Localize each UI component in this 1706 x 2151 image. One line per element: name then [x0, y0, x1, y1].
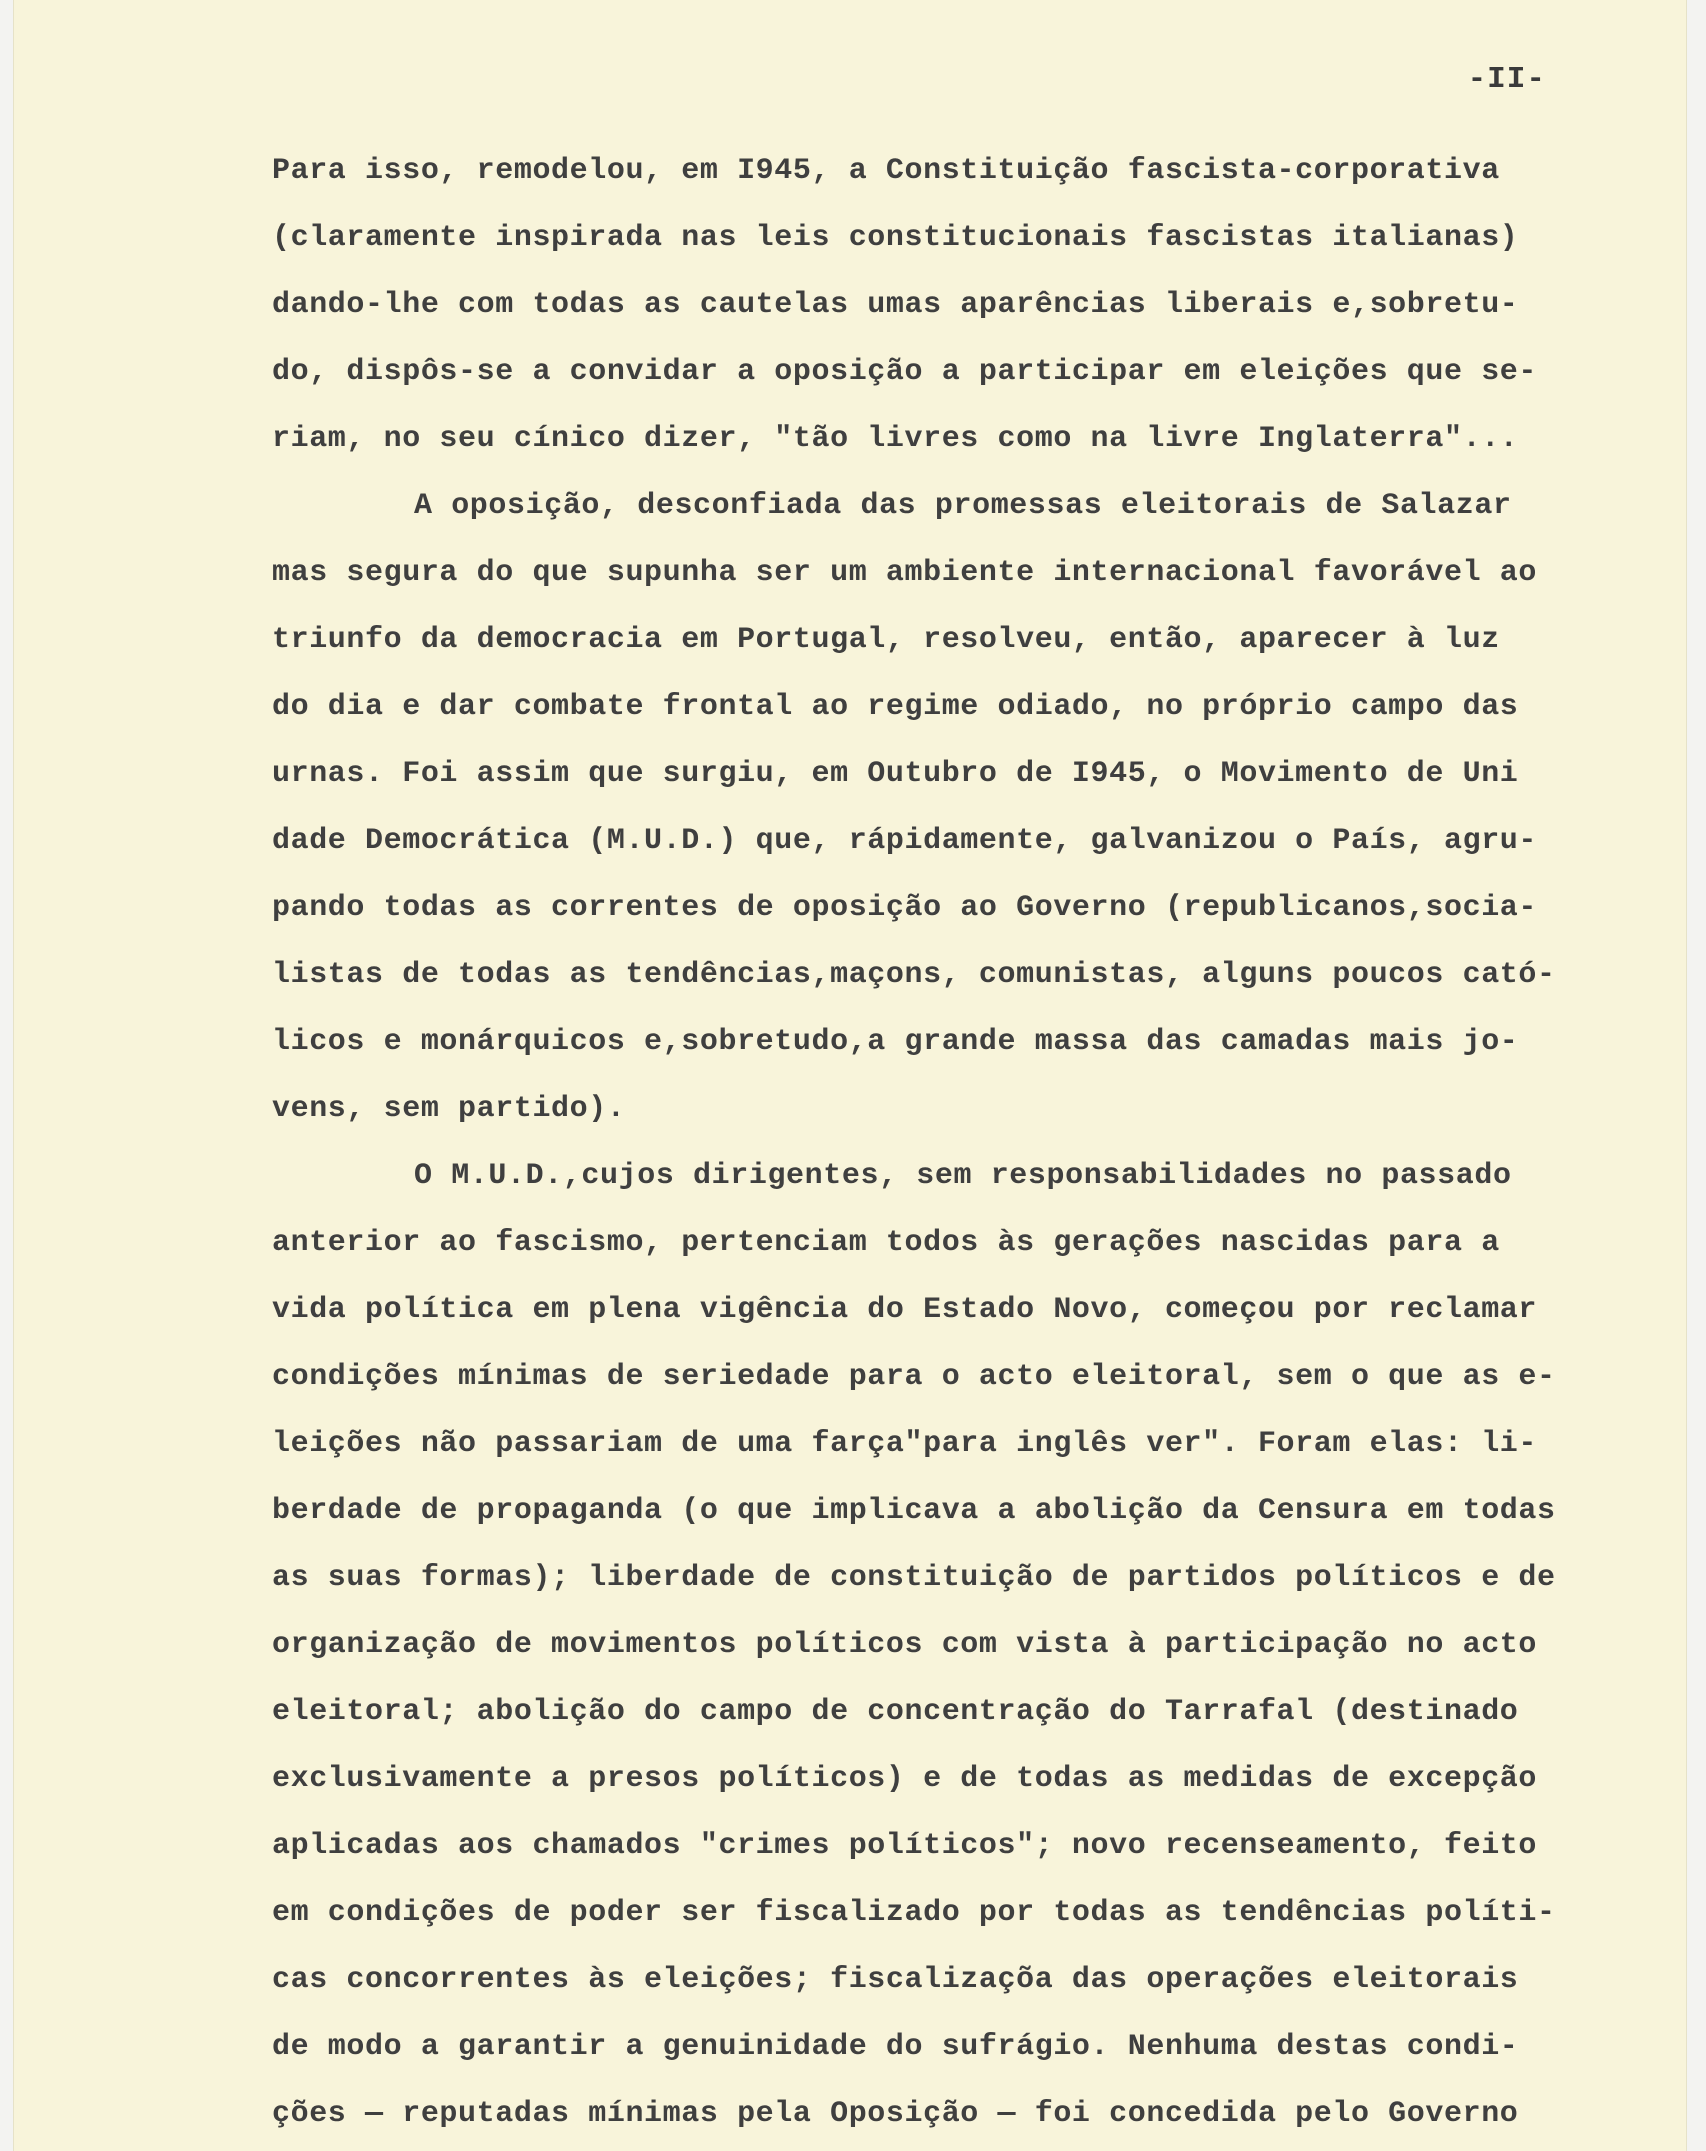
text-line: eleitoral; abolição do campo de concentração do Tarrafal (destinado [272, 1695, 1519, 1729]
text-line: vida política em plena vigência do Estado Novo, começou por reclamar [272, 1293, 1537, 1327]
text-line: de modo a garantir a genuinidade do sufrágio. Nenhuma destas condi- [272, 2030, 1519, 2064]
text-line: pando todas as correntes de oposição ao Governo (republicanos,socia- [272, 891, 1537, 925]
text-line: organização de movimentos políticos com vista à participação no acto [272, 1628, 1537, 1662]
text-line: licos e monárquicos e,sobretudo,a grande massa das camadas mais jo- [272, 1025, 1519, 1059]
text-line: dando-lhe com todas as cautelas umas aparências liberais e,sobretu- [272, 288, 1519, 322]
text-line: berdade de propaganda (o que implicava a abolição da Censura em todas [272, 1494, 1556, 1528]
text-line: riam, no seu cínico dizer, "tão livres como na livre Inglaterra"... [272, 422, 1519, 456]
text-line: exclusivamente a presos políticos) e de todas as medidas de excepção [272, 1762, 1537, 1796]
text-line: condições mínimas de seriedade para o acto eleitoral, sem o que as e- [272, 1360, 1556, 1394]
text-line: do dia e dar combate frontal ao regime odiado, no próprio campo das [272, 690, 1519, 724]
text-line: Para isso, remodelou, em I945, a Constituição fascista-corporativa [272, 154, 1500, 188]
paragraph-start-line: A oposição, desconfiada das promessas eleitorais de Salazar [414, 489, 1512, 523]
text-line: (claramente inspirada nas leis constitucionais fascistas italianas) [272, 221, 1519, 255]
text-line: leições não passariam de uma farça"para inglês ver". Foram elas: li- [272, 1427, 1537, 1461]
typewritten-page [14, 0, 1686, 2151]
text-line: dade Democrática (M.U.D.) que, rápidamente, galvanizou o País, agru- [272, 824, 1537, 858]
text-line: cas concorrentes às eleições; fiscalizaçõa das operações eleitorais [272, 1963, 1519, 1997]
text-line: ções — reputadas mínimas pela Oposição — foi concedida pelo Governo [272, 2097, 1519, 2131]
text-line: vens, sem partido). [272, 1092, 626, 1126]
body-text [272, 138, 1692, 2148]
text-line: urnas. Foi assim que surgiu, em Outubro de I945, o Movimento de Uni [272, 757, 1519, 791]
paragraph-start-line: O M.U.D.,cujos dirigentes, sem responsabilidades no passado [414, 1159, 1512, 1193]
text-line: anterior ao fascismo, pertenciam todos às gerações nascidas para a [272, 1226, 1500, 1260]
text-line: triunfo da democracia em Portugal, resolveu, então, aparecer à luz [272, 623, 1500, 657]
text-line: as suas formas); liberdade de constituição de partidos políticos e de [272, 1561, 1556, 1595]
text-line: listas de todas as tendências,maçons, comunistas, alguns poucos cató- [272, 958, 1556, 992]
text-line: aplicadas aos chamados "crimes políticos"; novo recenseamento, feito [272, 1829, 1537, 1863]
text-line: mas segura do que supunha ser um ambiente internacional favorável ao [272, 556, 1537, 590]
text-line: em condições de poder ser fiscalizado por todas as tendências políti- [272, 1896, 1556, 1930]
page-number: -II- [1467, 62, 1546, 97]
text-line: do, dispôs-se a convidar a oposição a participar em eleições que se- [272, 355, 1537, 389]
